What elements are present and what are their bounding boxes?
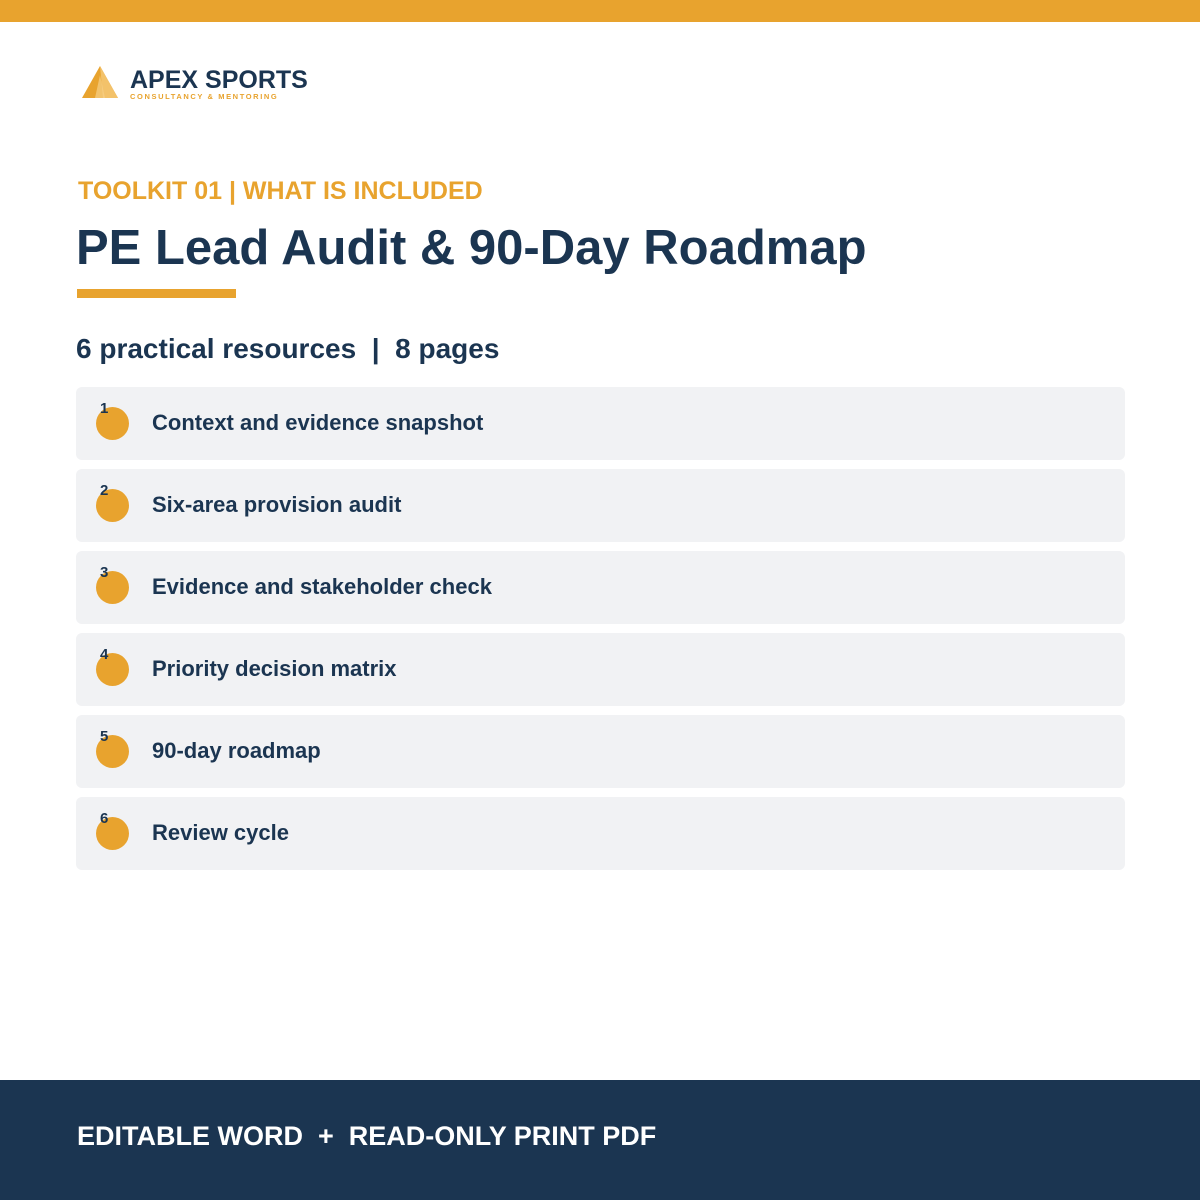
item-label: 90-day roadmap — [152, 738, 321, 763]
item-label: Evidence and stakeholder check — [152, 574, 492, 599]
item-number: 2 — [100, 482, 109, 499]
item-number: 1 — [100, 400, 109, 417]
footer-banner — [0, 1080, 1200, 1200]
list-item — [76, 715, 1125, 788]
brand-name: APEX SPORTS — [130, 66, 308, 94]
item-label: Priority decision matrix — [152, 656, 397, 681]
item-label: Context and evidence snapshot — [152, 410, 484, 435]
resource-list — [76, 387, 1125, 879]
list-item — [76, 387, 1125, 460]
item-number: 6 — [100, 810, 109, 827]
list-item — [76, 469, 1125, 542]
mountain-peak-icon — [82, 66, 118, 98]
top-accent-bar — [0, 0, 1200, 22]
item-label: Six-area provision audit — [152, 492, 402, 517]
section-eyebrow: TOOLKIT 01 | WHAT IS INCLUDED — [78, 177, 483, 205]
item-label: Review cycle — [152, 820, 289, 845]
list-item — [76, 633, 1125, 706]
brand-tagline: CONSULTANCY & MENTORING — [130, 92, 279, 101]
title-underline — [77, 289, 236, 298]
format-note: EDITABLE WORD + READ-ONLY PRINT PDF — [77, 1121, 657, 1151]
item-number: 4 — [100, 646, 109, 663]
list-item — [76, 797, 1125, 870]
resource-summary: 6 practical resources | 8 pages — [76, 333, 500, 364]
page-title: PE Lead Audit & 90-Day Roadmap — [76, 221, 867, 275]
item-number: 5 — [100, 728, 109, 745]
item-number: 3 — [100, 564, 109, 581]
list-item — [76, 551, 1125, 624]
